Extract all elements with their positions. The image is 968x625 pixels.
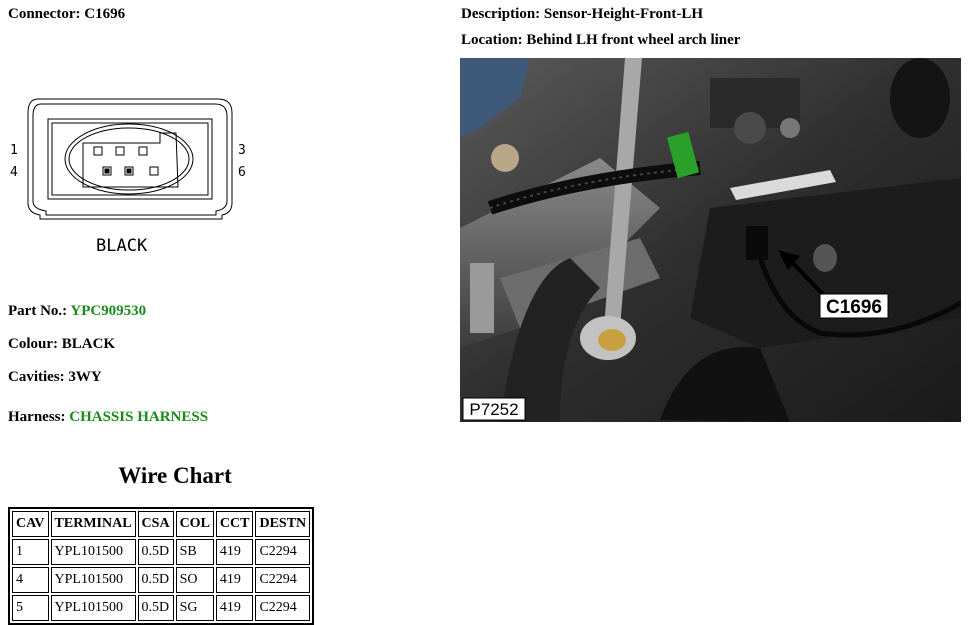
location-value: Behind LH front wheel arch liner xyxy=(526,32,741,48)
column-header-col: COL xyxy=(176,511,214,537)
cavities-value: 3WY xyxy=(68,369,102,385)
column-header-terminal: TERMINAL xyxy=(51,511,136,537)
harness-line xyxy=(8,409,208,426)
location-label: Location: xyxy=(461,32,523,48)
harness-value: CHASSIS HARNESS xyxy=(69,409,209,425)
cell-destn: C2294 xyxy=(255,539,310,565)
cavities-label: Cavities: xyxy=(8,369,65,385)
column-header-cav: CAV xyxy=(12,511,49,537)
column-header-cct: CCT xyxy=(216,511,254,537)
cell-col: SO xyxy=(176,567,214,593)
colour-value: BLACK xyxy=(61,336,116,352)
pin-label-6: 6 xyxy=(238,165,246,180)
column-header-destn: DESTN xyxy=(255,511,310,537)
connector-heading xyxy=(8,6,125,23)
wire-chart-table xyxy=(8,507,314,625)
colour-line xyxy=(8,336,115,353)
photo-callout-label: C1696 xyxy=(826,297,882,318)
cell-destn: C2294 xyxy=(255,595,310,621)
cavities-line xyxy=(8,369,102,386)
cell-cct: 419 xyxy=(216,595,254,621)
cell-col: SG xyxy=(176,595,214,621)
cell-terminal: YPL101500 xyxy=(51,595,136,621)
table-row xyxy=(12,595,310,621)
harness-label: Harness: xyxy=(8,409,66,425)
connector-label: Connector: xyxy=(8,6,81,22)
cell-destn: C2294 xyxy=(255,567,310,593)
part-number-label: Part No.: xyxy=(8,303,68,319)
pin-label-1: 1 xyxy=(10,143,18,158)
pin-label-4: 4 xyxy=(10,165,18,180)
cell-cav: 5 xyxy=(12,595,49,621)
photo-reference-label: P7252 xyxy=(469,400,519,419)
cell-cct: 419 xyxy=(216,567,254,593)
colour-label: Colour: xyxy=(8,336,58,352)
connector-id: C1696 xyxy=(84,6,126,22)
connector-color-caption: BLACK xyxy=(96,236,148,256)
cell-col: SB xyxy=(176,539,214,565)
cell-terminal: YPL101500 xyxy=(51,539,136,565)
wire-chart-header-row xyxy=(12,511,310,537)
description-line xyxy=(461,6,703,23)
cell-csa: 0.5D xyxy=(138,539,174,565)
cell-terminal: YPL101500 xyxy=(51,567,136,593)
cell-csa: 0.5D xyxy=(138,595,174,621)
cell-csa: 0.5D xyxy=(138,567,174,593)
description-value: Sensor-Height-Front-LH xyxy=(543,6,704,22)
table-row xyxy=(12,567,310,593)
table-row xyxy=(12,539,310,565)
pin-label-3: 3 xyxy=(238,143,246,158)
description-label: Description: xyxy=(461,6,541,22)
part-number-value: YPC909530 xyxy=(70,303,147,319)
part-number-line xyxy=(8,303,146,320)
cell-cct: 419 xyxy=(216,539,254,565)
cell-cav: 4 xyxy=(12,567,49,593)
wire-chart-title: Wire Chart xyxy=(118,463,232,488)
cell-cav: 1 xyxy=(12,539,49,565)
location-line xyxy=(461,32,740,49)
connector-location-photo xyxy=(460,58,961,422)
column-header-csa: CSA xyxy=(138,511,174,537)
location-photo-illustration xyxy=(460,58,961,422)
